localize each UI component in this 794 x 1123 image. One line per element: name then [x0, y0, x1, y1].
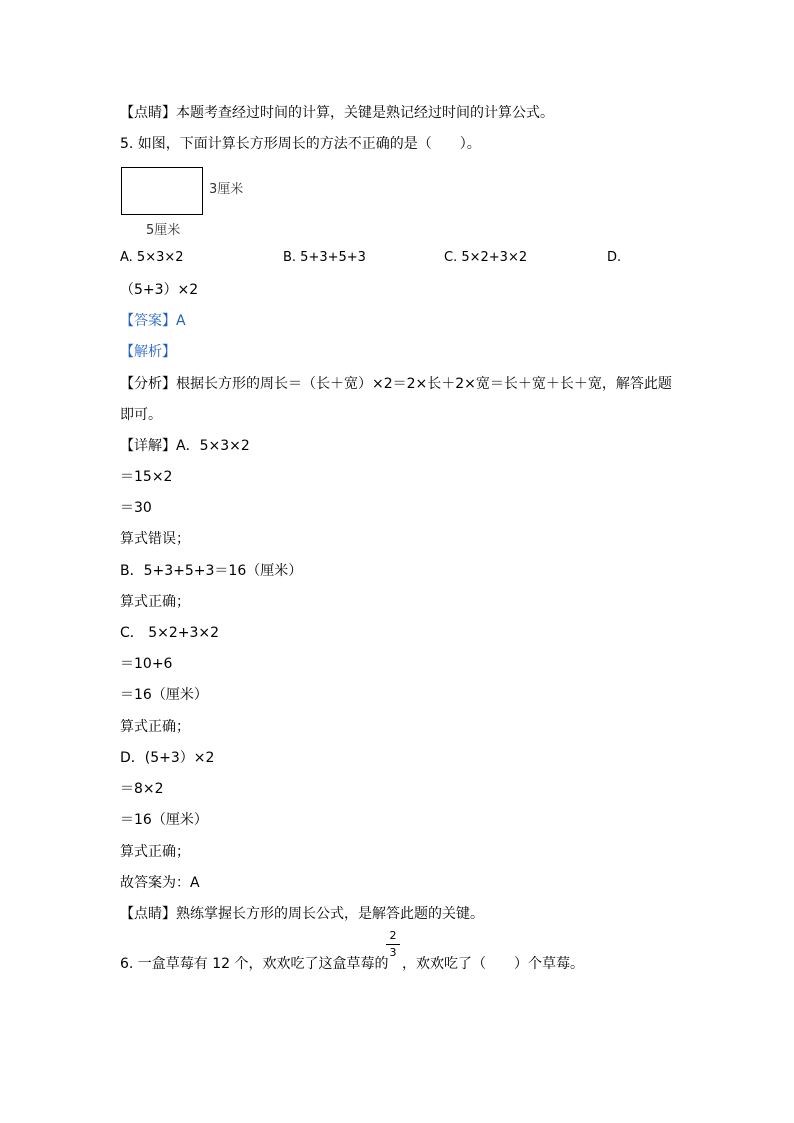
fraction-denominator: 3	[389, 946, 397, 959]
conclusion: 故答案为：A	[120, 875, 200, 891]
question-6-part-2: ，欢欢吃了（ ）个草莓。	[402, 956, 584, 972]
fraction-numerator: 2	[389, 929, 397, 942]
rectangle-figure	[121, 167, 203, 215]
detail-c: C． 5×2+3×2	[120, 625, 220, 641]
question-5: 5. 如图，下面计算长方形周长的方法不正确的是（ ）。	[120, 136, 481, 152]
detail-d: D．(5+3）×2	[120, 750, 215, 766]
detail-c-step-2: ＝16（厘米）	[120, 687, 208, 703]
tip: 【点睛】熟练掌握长方形的周长公式，是解答此题的关键。	[120, 906, 484, 922]
previous-tip: 【点睛】本题考查经过时间的计算，关键是熟记经过时间的计算公式。	[120, 105, 554, 121]
detail-a: 【详解】A．5×3×2	[120, 438, 250, 454]
detail-d-step-2: ＝16（厘米）	[120, 812, 208, 828]
detail-a-step-2: ＝30	[120, 500, 152, 516]
option-c: C. 5×2+3×2	[444, 250, 528, 265]
analysis-line-1: 【分析】根据长方形的周长＝（长＋宽）×2＝2×长＋2×宽＝长＋宽＋长＋宽，解答此题	[120, 376, 672, 392]
analysis-heading: 【解析】	[120, 344, 176, 360]
fraction-two-thirds	[386, 930, 400, 959]
detail-c-step-1: ＝10+6	[120, 656, 173, 672]
detail-a-verdict: 算式错误；	[120, 531, 190, 547]
detail-c-verdict: 算式正确；	[120, 719, 190, 735]
answer-heading: 【答案】A	[120, 313, 186, 329]
width-label: 3厘米	[209, 182, 244, 197]
detail-d-step-1: ＝8×2	[120, 781, 164, 797]
detail-d-verdict: 算式正确；	[120, 844, 190, 860]
option-d-expression: （5+3）×2	[120, 282, 199, 298]
option-a: A. 5×3×2	[120, 250, 184, 265]
detail-b: B．5+3+5+3＝16（厘米）	[120, 563, 303, 579]
analysis-line-2: 即可。	[120, 407, 162, 423]
fraction-bar	[386, 944, 400, 945]
detail-b-verdict: 算式正确；	[120, 594, 190, 610]
question-6-part-1: 6. 一盒草莓有 12 个，欢欢吃了这盒草莓的	[120, 956, 389, 972]
detail-a-step-1: ＝15×2	[120, 469, 173, 485]
option-d: D.	[607, 250, 622, 265]
option-b: B. 5+3+5+3	[283, 250, 366, 265]
length-label: 5厘米	[146, 223, 181, 238]
